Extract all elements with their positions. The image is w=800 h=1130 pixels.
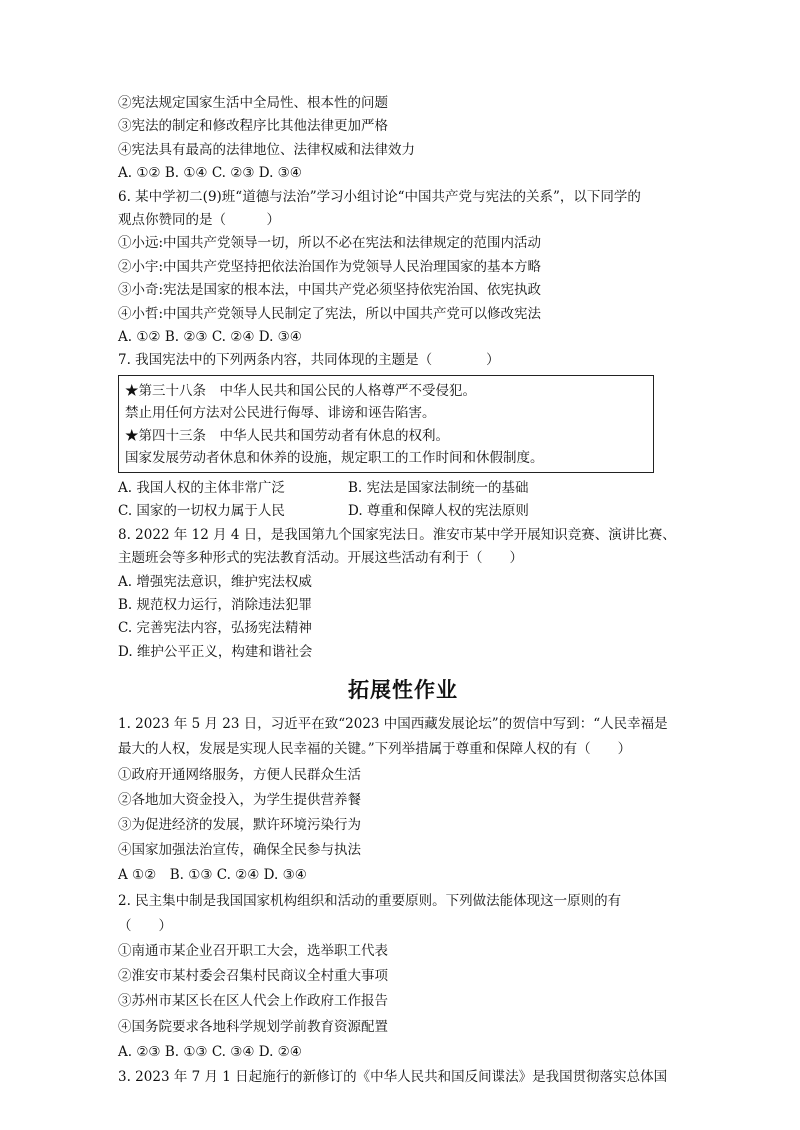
constitution-articles-box [118,375,654,473]
box-line: ★第四十三条 中华人民共和国劳动者有休息的权利。 [125,427,449,444]
option-d: D. 维护公平正义，构建和谐社会 [118,643,313,660]
text-line: ④小哲:中国共产党领导人民制定了宪法，所以中国共产党可以修改宪法 [118,305,542,322]
option-c: C. 国家的一切权力属于人民 [118,503,285,520]
question-6-stem: 6. 某中学初二(9)班“道德与法治”学习小组讨论“中国共产党与宪法的关系”，以下同学的 [118,188,641,205]
answer-options: A. ①② B. ①④ C. ②③ D. ③④ [118,165,302,182]
part1-lines-b [118,524,688,664]
question-2-bracket: （ ） [118,917,172,934]
text-line: ②小宇:中国共产党坚持把依法治国作为党领导人民治理国家的基本方略 [118,258,542,275]
answer-options: A. ①② B. ②③ C. ②④ D. ③④ [118,329,302,346]
question-2-stem: 2. 民主集中制是我国国家机构组织和活动的重要原则。下列做法能体现这一原则的有 [118,892,622,909]
text-line: ④国务院要求各地科学规划学前教育资源配置 [118,1018,388,1035]
text-line: ④国家加强法治宣传，确保全民参与执法 [118,842,361,859]
q7-options-row [118,477,688,500]
text-line: ②各地加大资金投入，为学生提供营养餐 [118,791,361,808]
question-8-stem: 8. 2022 年 12 月 4 日，是我国第九个国家宪法日。淮安市某中学开展知识竞赛、演讲比赛、 [118,526,676,543]
question-1-stem: 1. 2023 年 5 月 23 日，习近平在致“2023 中国西藏发展论坛”的贺信中写到：“人民幸福是 [118,716,668,733]
document-page [118,92,688,1090]
question-1-stem-cont: 最大的人权，发展是实现人民幸福的关键。”下列举措属于尊重和保障人权的有（ ） [118,741,632,758]
text-line: ①政府开通网络服务，方便人民群众生活 [118,766,361,783]
box-line: 国家发展劳动者休息和休养的设施，规定职工的工作时间和休假制度。 [125,450,544,467]
part1-lines-a [118,92,688,373]
option-d: D. 尊重和保障人权的宪法原则 [348,503,529,520]
q7-options-row [118,500,688,523]
part2-lines [118,712,688,1090]
answer-options: A ①② B. ①③ C. ②④ D. ③④ [118,867,307,884]
text-line: ③小奇:宪法是国家的根本法，中国共产党必须坚持依宪治国、依宪执政 [118,282,542,299]
text-line: ③为促进经济的发展，默许环境污染行为 [118,816,361,833]
option-c: C. 完善宪法内容，弘扬宪法精神 [118,620,312,637]
box-line: ★第三十八条 中华人民共和国公民的人格尊严不受侵犯。 [125,382,476,399]
text-line: ②宪法规定国家生活中全局性、根本性的问题 [118,95,388,111]
text-line: ①南通市某企业召开职工大会，选举职工代表 [118,942,388,959]
text-line: ③苏州市某区长在区人代会上作政府工作报告 [118,993,388,1010]
text-line: ④宪法具有最高的法律地位、法律权威和法律效力 [118,141,415,158]
question-6-stem-cont: 观点你赞同的是（ ） [118,212,280,229]
box-line: 禁止用任何方法对公民进行侮辱、诽谤和诬告陷害。 [125,405,436,422]
question-7-stem: 7. 我国宪法中的下列两条内容，共同体现的主题是（ ） [118,352,500,369]
section-title: 拓展性作业 [348,678,458,703]
question-8-stem-cont: 主题班会等多种形式的宪法教育活动。开展这些活动有利于（ ） [118,550,523,567]
question-3-stem: 3. 2023 年 7 月 1 日起施行的新修订的《中华人民共和国反间谍法》是我国贯彻落实总体国 [118,1068,668,1085]
option-a: A. 增强宪法意识，维护宪法权威 [118,573,312,590]
answer-options: A. ②③ B. ①③ C. ③④ D. ②④ [118,1043,302,1060]
option-b: B. 宪法是国家法制统一的基础 [348,479,529,496]
text-line: ②淮安市某村委会召集村民商议全村重大事项 [118,968,388,985]
text-line: ③宪法的制定和修改程序比其他法律更加严格 [118,118,388,135]
text-line: ①小远:中国共产党领导一切，所以不必在宪法和法律规定的范围内活动 [118,235,542,252]
option-b: B. 规范权力运行，消除违法犯罪 [118,596,313,613]
option-a: A. 我国人权的主体非常广泛 [118,479,285,496]
